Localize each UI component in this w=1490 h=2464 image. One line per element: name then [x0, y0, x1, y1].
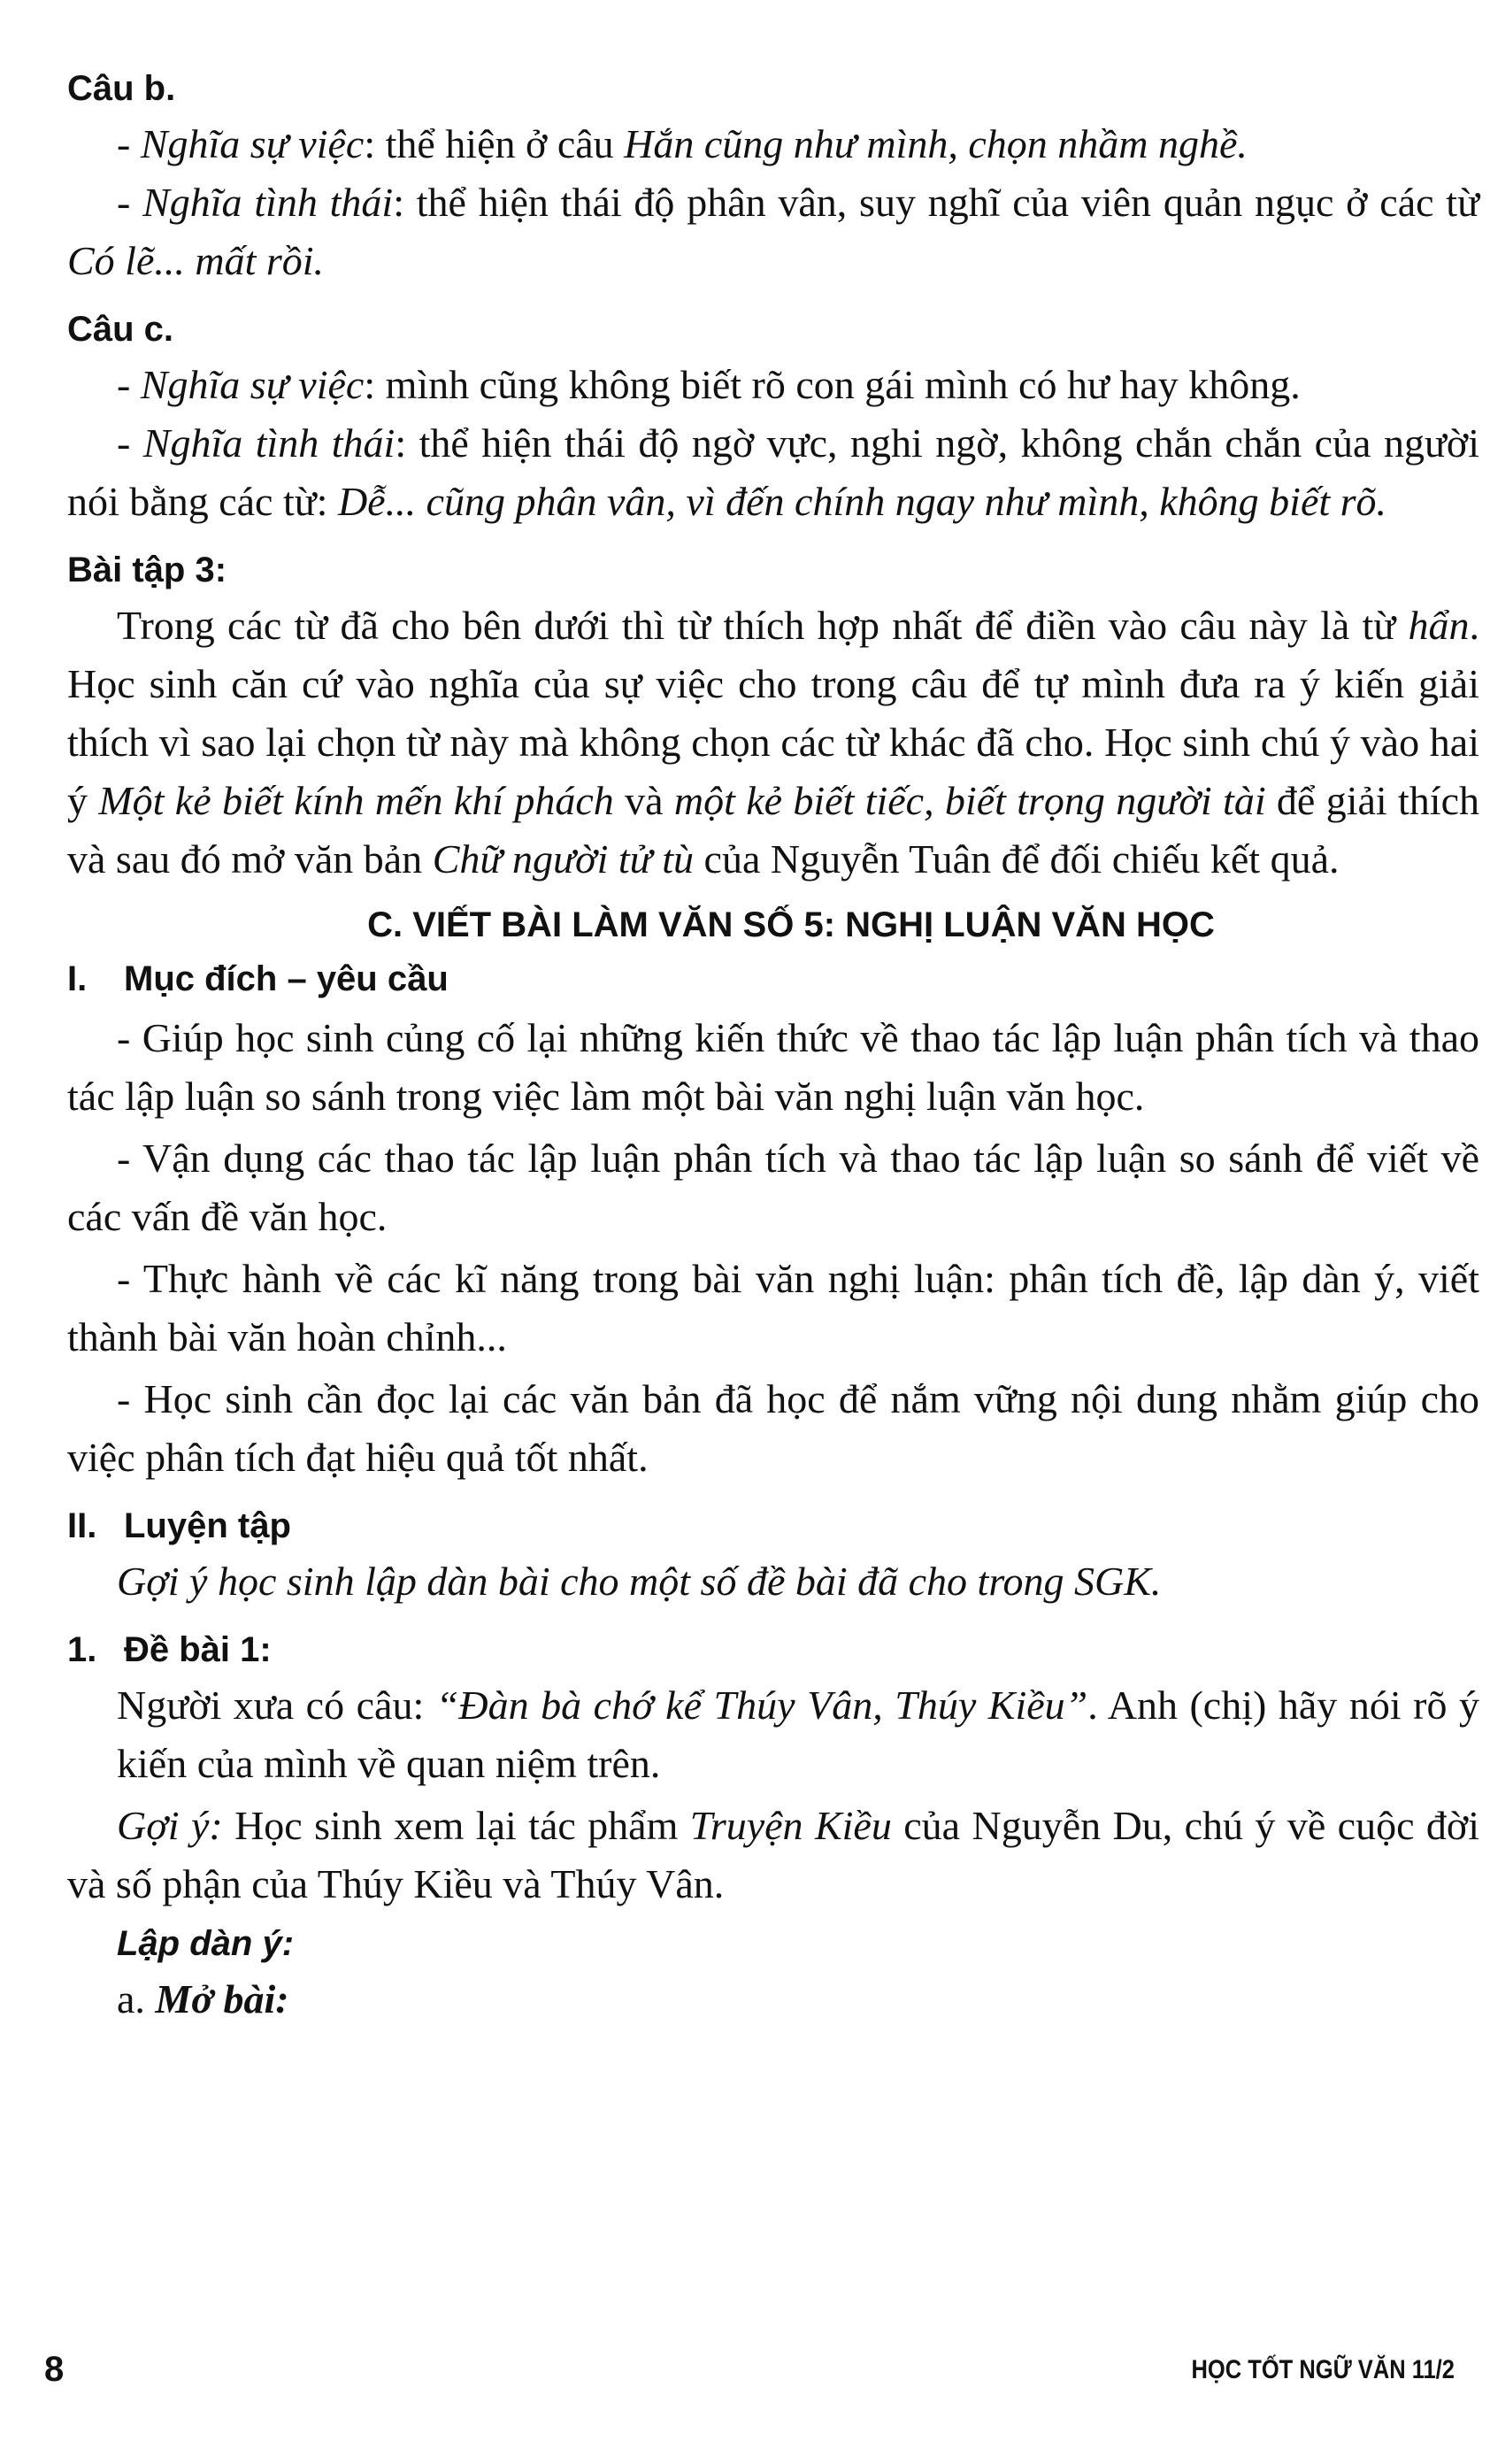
cau-b-line-1-quote: Hắn cũng như mình, chọn nhầm nghề. [624, 121, 1248, 166]
book-title: HỌC TỐT NGỮ VĂN 11/2 [1191, 2355, 1455, 2384]
part-1-item-2: - Vận dụng các thao tác lập luận phân tích và thao tác lập luận so sánh để viết về các vấn đề văn học. [67, 1136, 1479, 1239]
bai-tap-3-quote-2: một kẻ biết tiếc, biết trọng người tài [673, 778, 1266, 823]
bai-tap-3-text-2: . Học sinh căn cứ vào nghĩa của sự việc cho trong câu để tự mình đưa ra ý kiến giải thích vì sao lại chọn từ này mà không chọn các từ khác đã cho. Học sinh chú ý vào hai ý [67, 603, 1479, 823]
bai-tap-3-work-title: Chữ người tử tù [432, 836, 695, 882]
cau-b-heading: Câu b. [67, 69, 176, 108]
bai-tap-3-heading: Bài tập 3: [67, 551, 227, 589]
part-2-heading [67, 1499, 1479, 1552]
cau-b-line-1-text: : thể hiện ở câu [364, 121, 625, 166]
de-bai-1-outline-label-text: Lập dàn ý: [117, 1924, 295, 1963]
de-bai-1-text-before: Người xưa có câu: [117, 1682, 436, 1728]
de-bai-1-point-a-letter: a. [117, 1976, 145, 2021]
bai-tap-3-text-4: để giải thích và sau đó mở văn bản [67, 778, 1479, 882]
cau-b-line-2-label: Nghĩa tình thái [142, 180, 394, 225]
de-bai-1-title: Đề bài 1: [124, 1630, 272, 1669]
page-content [67, 62, 1479, 2029]
part-1-heading [67, 952, 1479, 1005]
cau-c-heading: Câu c. [67, 310, 174, 349]
cau-b-line-1-label: Nghĩa sự việc [140, 121, 365, 166]
bai-tap-3-quote-1: Một kẻ biết kính mến khí phách [98, 778, 614, 823]
bai-tap-3-text-3: và [613, 778, 674, 823]
cau-c-line-2: - Nghĩa tình thái: thể hiện thái độ ngờ vực, nghi ngờ, không chắn chắn của người nói bằng các từ: Dễ... cũng phân vân, vì đến chính ngay như mình, không biết rõ. [67, 420, 1479, 524]
cau-b-line-2-text: : thể hiện thái độ phân vân, suy nghĩ của viên quản ngục ở các từ [393, 180, 1479, 225]
section-c-title: C. VIẾT BÀI LÀM VĂN SỐ 5: NGHỊ LUẬN VĂN HỌC [367, 905, 1215, 944]
part-2-intro [67, 1552, 1479, 1611]
part-1-item-3: - Thực hành về các kĩ năng trong bài văn nghị luận: phân tích đề, lập dàn ý, viết thành bài văn hoàn chỉnh... [67, 1256, 1479, 1359]
cau-c-line-1-label: Nghĩa sự việc [140, 362, 365, 407]
de-bai-1-prompt [67, 1676, 1479, 1793]
part-1-item-1: - Giúp học sinh củng cố lại những kiến thức về thao tác lập luận phân tích và thao tác lập luận so sánh trong việc làm một bài văn nghị luận văn học. [67, 1015, 1479, 1119]
de-bai-1-hint-label: Gợi ý: [117, 1803, 223, 1848]
cau-c-line-1: - Nghĩa sự việc: mình cũng không biết rõ con gái mình có hư hay không. [117, 362, 1301, 407]
bai-tap-3-word: hẩn [1408, 603, 1470, 648]
part-2-intro-text: Gợi ý học sinh lập dàn bài cho một số đề bài đã cho trong SGK. [117, 1559, 1162, 1604]
part-2-title: Luyện tập [124, 1506, 291, 1545]
de-bai-1-hint-after: của Nguyễn Du, chú ý về cuộc đời và số phận của Thúy Kiều và Thúy Vân. [67, 1803, 1479, 1906]
part-1-number: I. [67, 959, 88, 998]
cau-b-line-2-quote: Có lẽ... mất rồi. [67, 238, 325, 283]
cau-b-line-2: - Nghĩa tình thái: thể hiện thái độ phân vân, suy nghĩ của viên quản ngục ở các từ Có lẽ... mất rồi. [67, 180, 1479, 283]
de-bai-1-quote: “Đàn bà chớ kể Thúy Vân, Thúy Kiều” [435, 1682, 1088, 1728]
cau-b-line-1: - Nghĩa sự việc: thể hiện ở câu Hắn cũng như mình, chọn nhầm nghề. [117, 121, 1248, 166]
cau-c-line-2-text: : thể hiện thái độ ngờ vực, nghi ngờ, không chắn chắn của người nói bằng các từ: [67, 420, 1479, 524]
cau-c-line-1-text: : mình cũng không biết rõ con gái mình có hư hay không. [364, 362, 1301, 407]
de-bai-1-hint-before: Học sinh xem lại tác phẩm [222, 1803, 690, 1848]
part-2-number: II. [67, 1506, 97, 1545]
bai-tap-3-paragraph [67, 597, 1479, 889]
de-bai-1-outline-label [67, 1917, 1479, 1970]
de-bai-1-text-after: . Anh (chị) hãy nói rõ ý kiến của mình về quan niệm trên. [117, 1682, 1479, 1786]
de-bai-1-number: 1. [67, 1630, 97, 1669]
page-number: 8 [44, 2350, 65, 2389]
de-bai-1-heading [67, 1623, 1479, 1676]
de-bai-1-point-a-label: Mở bài: [155, 1976, 289, 2021]
cau-c-line-2-label: Nghĩa tình thái [142, 420, 396, 466]
part-1-title: Mục đích – yêu cầu [124, 959, 449, 998]
bai-tap-3-text-5: của Nguyễn Tuân để đối chiếu kết quả. [694, 836, 1340, 882]
bai-tap-3-text-1: Trong các từ đã cho bên dưới thì từ thích hợp nhất để điền vào câu này là từ [117, 603, 1409, 648]
de-bai-1-hint [67, 1797, 1479, 1913]
part-1-item-4: - Học sinh cần đọc lại các văn bản đã học để nắm vững nội dung nhằm giúp cho việc phân tích đạt hiệu quả tốt nhất. [67, 1376, 1479, 1480]
page-footer [44, 2350, 1455, 2394]
cau-c-line-2-quote: Dễ... cũng phân vân, vì đến chính ngay như mình, không biết rõ. [337, 479, 1387, 524]
de-bai-1-hint-title: Truyện Kiều [689, 1803, 892, 1848]
de-bai-1-point-a [67, 1970, 1479, 2029]
